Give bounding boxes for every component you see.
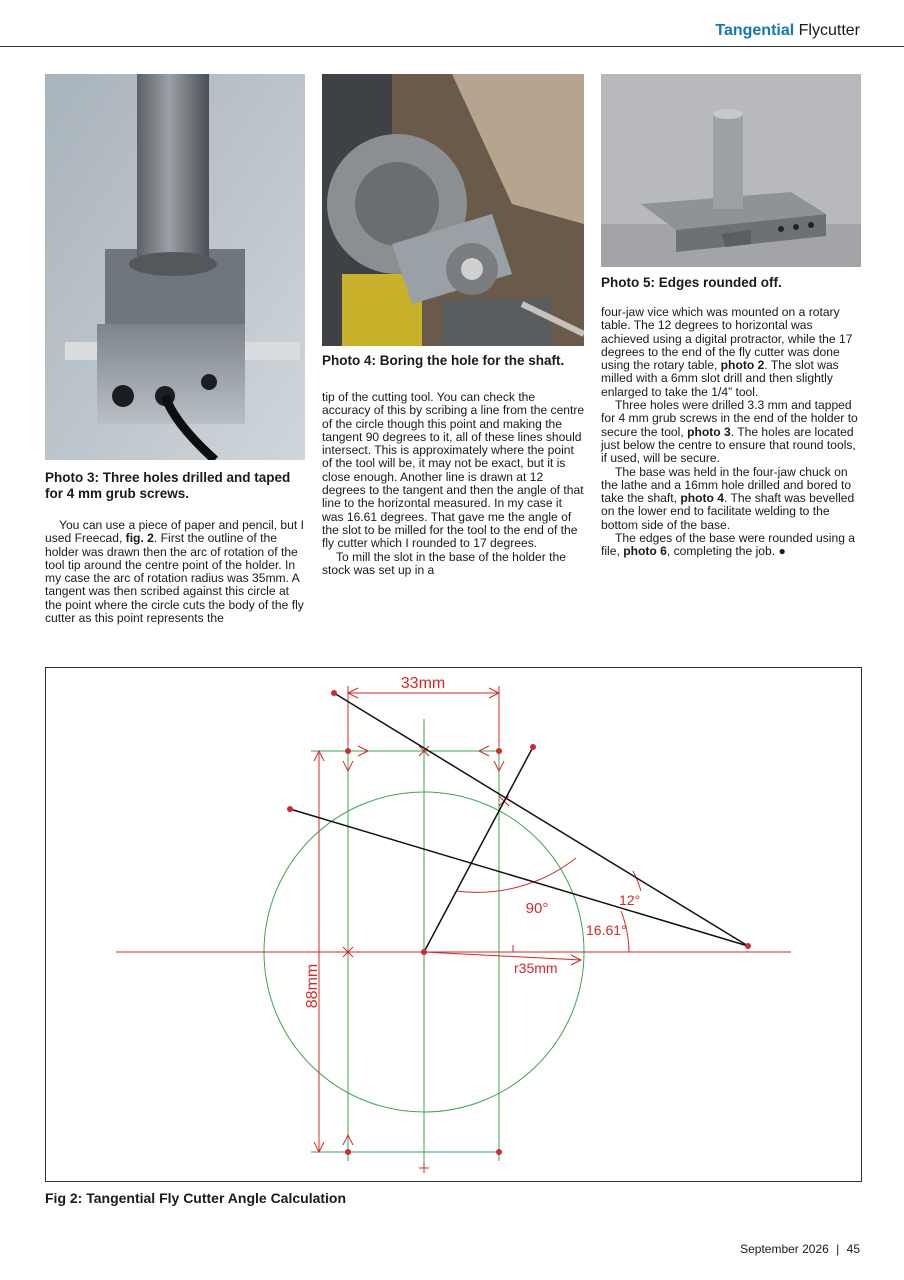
paragraph: To mill the slot in the base of the holder the stock was set up in a <box>322 549 566 577</box>
points <box>287 690 751 1155</box>
dim-88mm: 88mm <box>304 963 321 1009</box>
column-2 <box>322 391 586 577</box>
paragraph: The edges of the base were rounded using a file, photo 6, completing the job. ● <box>601 531 856 559</box>
photo-5-caption: Photo 5: Edges rounded off. <box>601 275 782 290</box>
tool-lines <box>290 693 748 952</box>
dim-33mm: 33mm <box>400 675 446 692</box>
angle-12-label: 12° <box>619 892 641 908</box>
paragraph: Three holes were drilled 3.3 mm and tapped for 4 mm grub screws in the end of the holder to secure the tool, photo 3. The holes are located just below the centre to ensure that round tools, if used, will be secure. <box>601 398 858 466</box>
column-1 <box>45 519 307 625</box>
photo-3-caption: Photo 3: Three holes drilled and taped for 4 mm grub screws. <box>45 470 291 501</box>
figure-caption: Fig 2: Tangential Fly Cutter Angle Calculation <box>45 1190 347 1206</box>
column-3 <box>601 306 863 559</box>
header-title: Flycutter <box>798 22 860 39</box>
header-rule <box>0 46 904 47</box>
radius-label: r35mm <box>514 960 558 976</box>
paragraph: The base was held in the four-jaw chuck on the lathe and a 16mm hole drilled and bored to take the shaft, photo 4. The shaft was bevelled on the lower end to facilitate welding to the bottom side of the base. <box>601 464 855 532</box>
photo-4 <box>322 74 584 346</box>
photo-5 <box>601 74 861 267</box>
photo-4-caption: Photo 4: Boring the hole for the shaft. <box>322 353 565 368</box>
issue-date: September 2026 <box>740 1242 829 1256</box>
paragraph: tip of the cutting tool. You can check the accuracy of this by scribing a line from the centre of the circle though this point and making the tangent 90 degrees to it, all of these lines should intersect. This is approximately where the point of the tool will be, it may not be exact, but it is close enough. Another line is drawn at 12 degrees to the tangent and then the angle of that line to the horizontal measured. In my case it was 16.61 degrees. That gave me the angle of the slot to be milled for the tool to the end of the fly cutter which I rounded to 17 degrees. <box>322 390 585 551</box>
guide-lines <box>264 719 584 1171</box>
photo-3 <box>45 74 305 460</box>
construction-lines <box>116 686 791 1173</box>
page-number: 45 <box>846 1242 860 1256</box>
header-accent: Tangential <box>715 22 795 39</box>
page-footer <box>740 1242 860 1256</box>
running-header <box>715 22 860 40</box>
angle-90-label: 90° <box>525 900 549 917</box>
footer-separator: | <box>836 1242 840 1256</box>
end-mark-icon: ● <box>778 544 786 559</box>
angle-1661-label: 16.61° <box>586 922 627 938</box>
paragraph: four-jaw vice which was mounted on a rotary table. The 12 degrees to horizontal was achieved using a digital protractor, while the 17 degrees to the end of the fly cutter was done using the rotary table, photo 2. The slot was milled with a 6mm slot drill and then slightly enlarged to take the 1/4” tool. <box>601 305 853 399</box>
paragraph: You can use a piece of paper and pencil, but I used Freecad, fig. 2. First the outline of the holder was drawn then the arc of rotation of the tool tip around the centre point of the holder. In my case the arc of rotation radius was 35mm. A tangent was then scribed against this circle at the point where the circle cuts the body of the fly cutter as this point represents the <box>45 518 304 626</box>
figure-2 <box>45 667 862 1182</box>
